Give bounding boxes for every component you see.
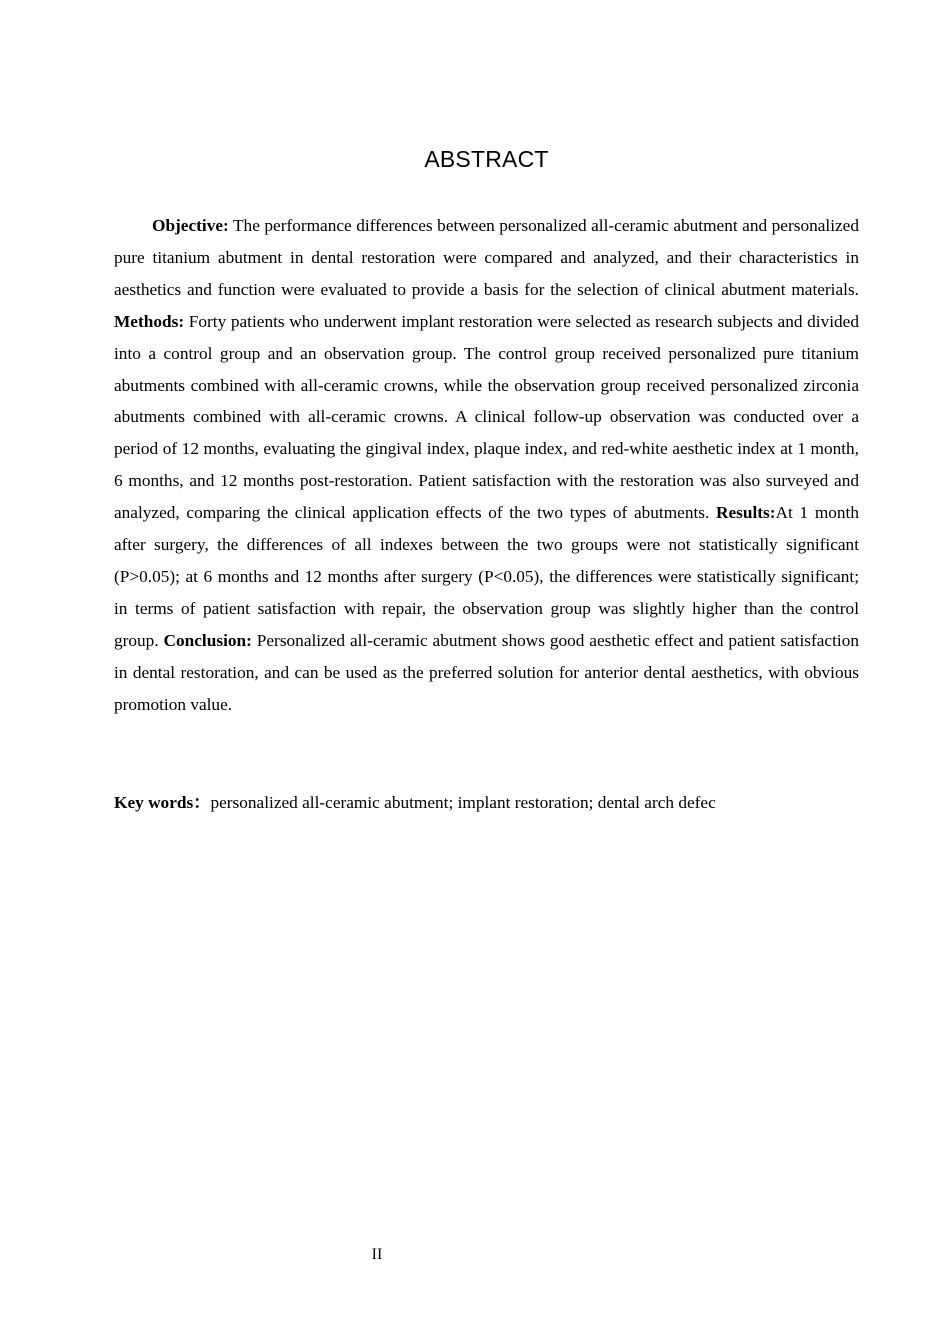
keywords-text: personalized all-ceramic abutment; implant restoration; dental arch defec [210, 793, 716, 812]
conclusion-text: Personalized all-ceramic abutment shows good aesthetic effect and patient satisfaction in dental restoration, and can be used as the preferred solution for anterior dental aesthetics, with obvious promotion value. [114, 630, 859, 714]
results-text: At 1 month after surgery, the differences of all indexes between the two groups were not statistically significant (P>0.05); at 6 months and 12 months after surgery (P<0.05), the differences were statistically significant; in terms of patient satisfaction with repair, the observation group was slightly higher than the control group. [114, 503, 859, 650]
objective-text: The performance differences between personalized all-ceramic abutment and personalized pure titanium abutment in dental restoration were compared and analyzed, and their characteristics in aesthetics and function were evaluated to provide a basis for the selection of clinical abutment materials. [114, 216, 859, 299]
keywords-label: Key words： [114, 793, 211, 812]
page-number: II [371, 1246, 383, 1263]
objective-label: Objective: [152, 216, 229, 235]
methods-label: Methods: [114, 311, 185, 331]
abstract-paragraph [114, 210, 859, 721]
methods-text: Forty patients who underwent implant restoration were selected as research subjects and divided into a control group and an observation group. The control group received personalized pure titanium abutments combined with all-ceramic crowns, while the observation group received personalized zirconia abutments combined with all-ceramic crowns. A clinical follow-up observation was conducted over a period of 12 months, evaluating the gingival index, plaque index, and red-white aesthetic index at 1 month, 6 months, and 12 months post-restoration. Patient satisfaction with the restoration was also surveyed and analyzed, comparing the clinical application effects of the two types of abutments. [114, 311, 859, 523]
abstract-title: ABSTRACT [424, 146, 549, 172]
results-label: Results: [716, 503, 776, 523]
conclusion-label: Conclusion: [163, 630, 252, 650]
keywords-line [114, 788, 859, 818]
